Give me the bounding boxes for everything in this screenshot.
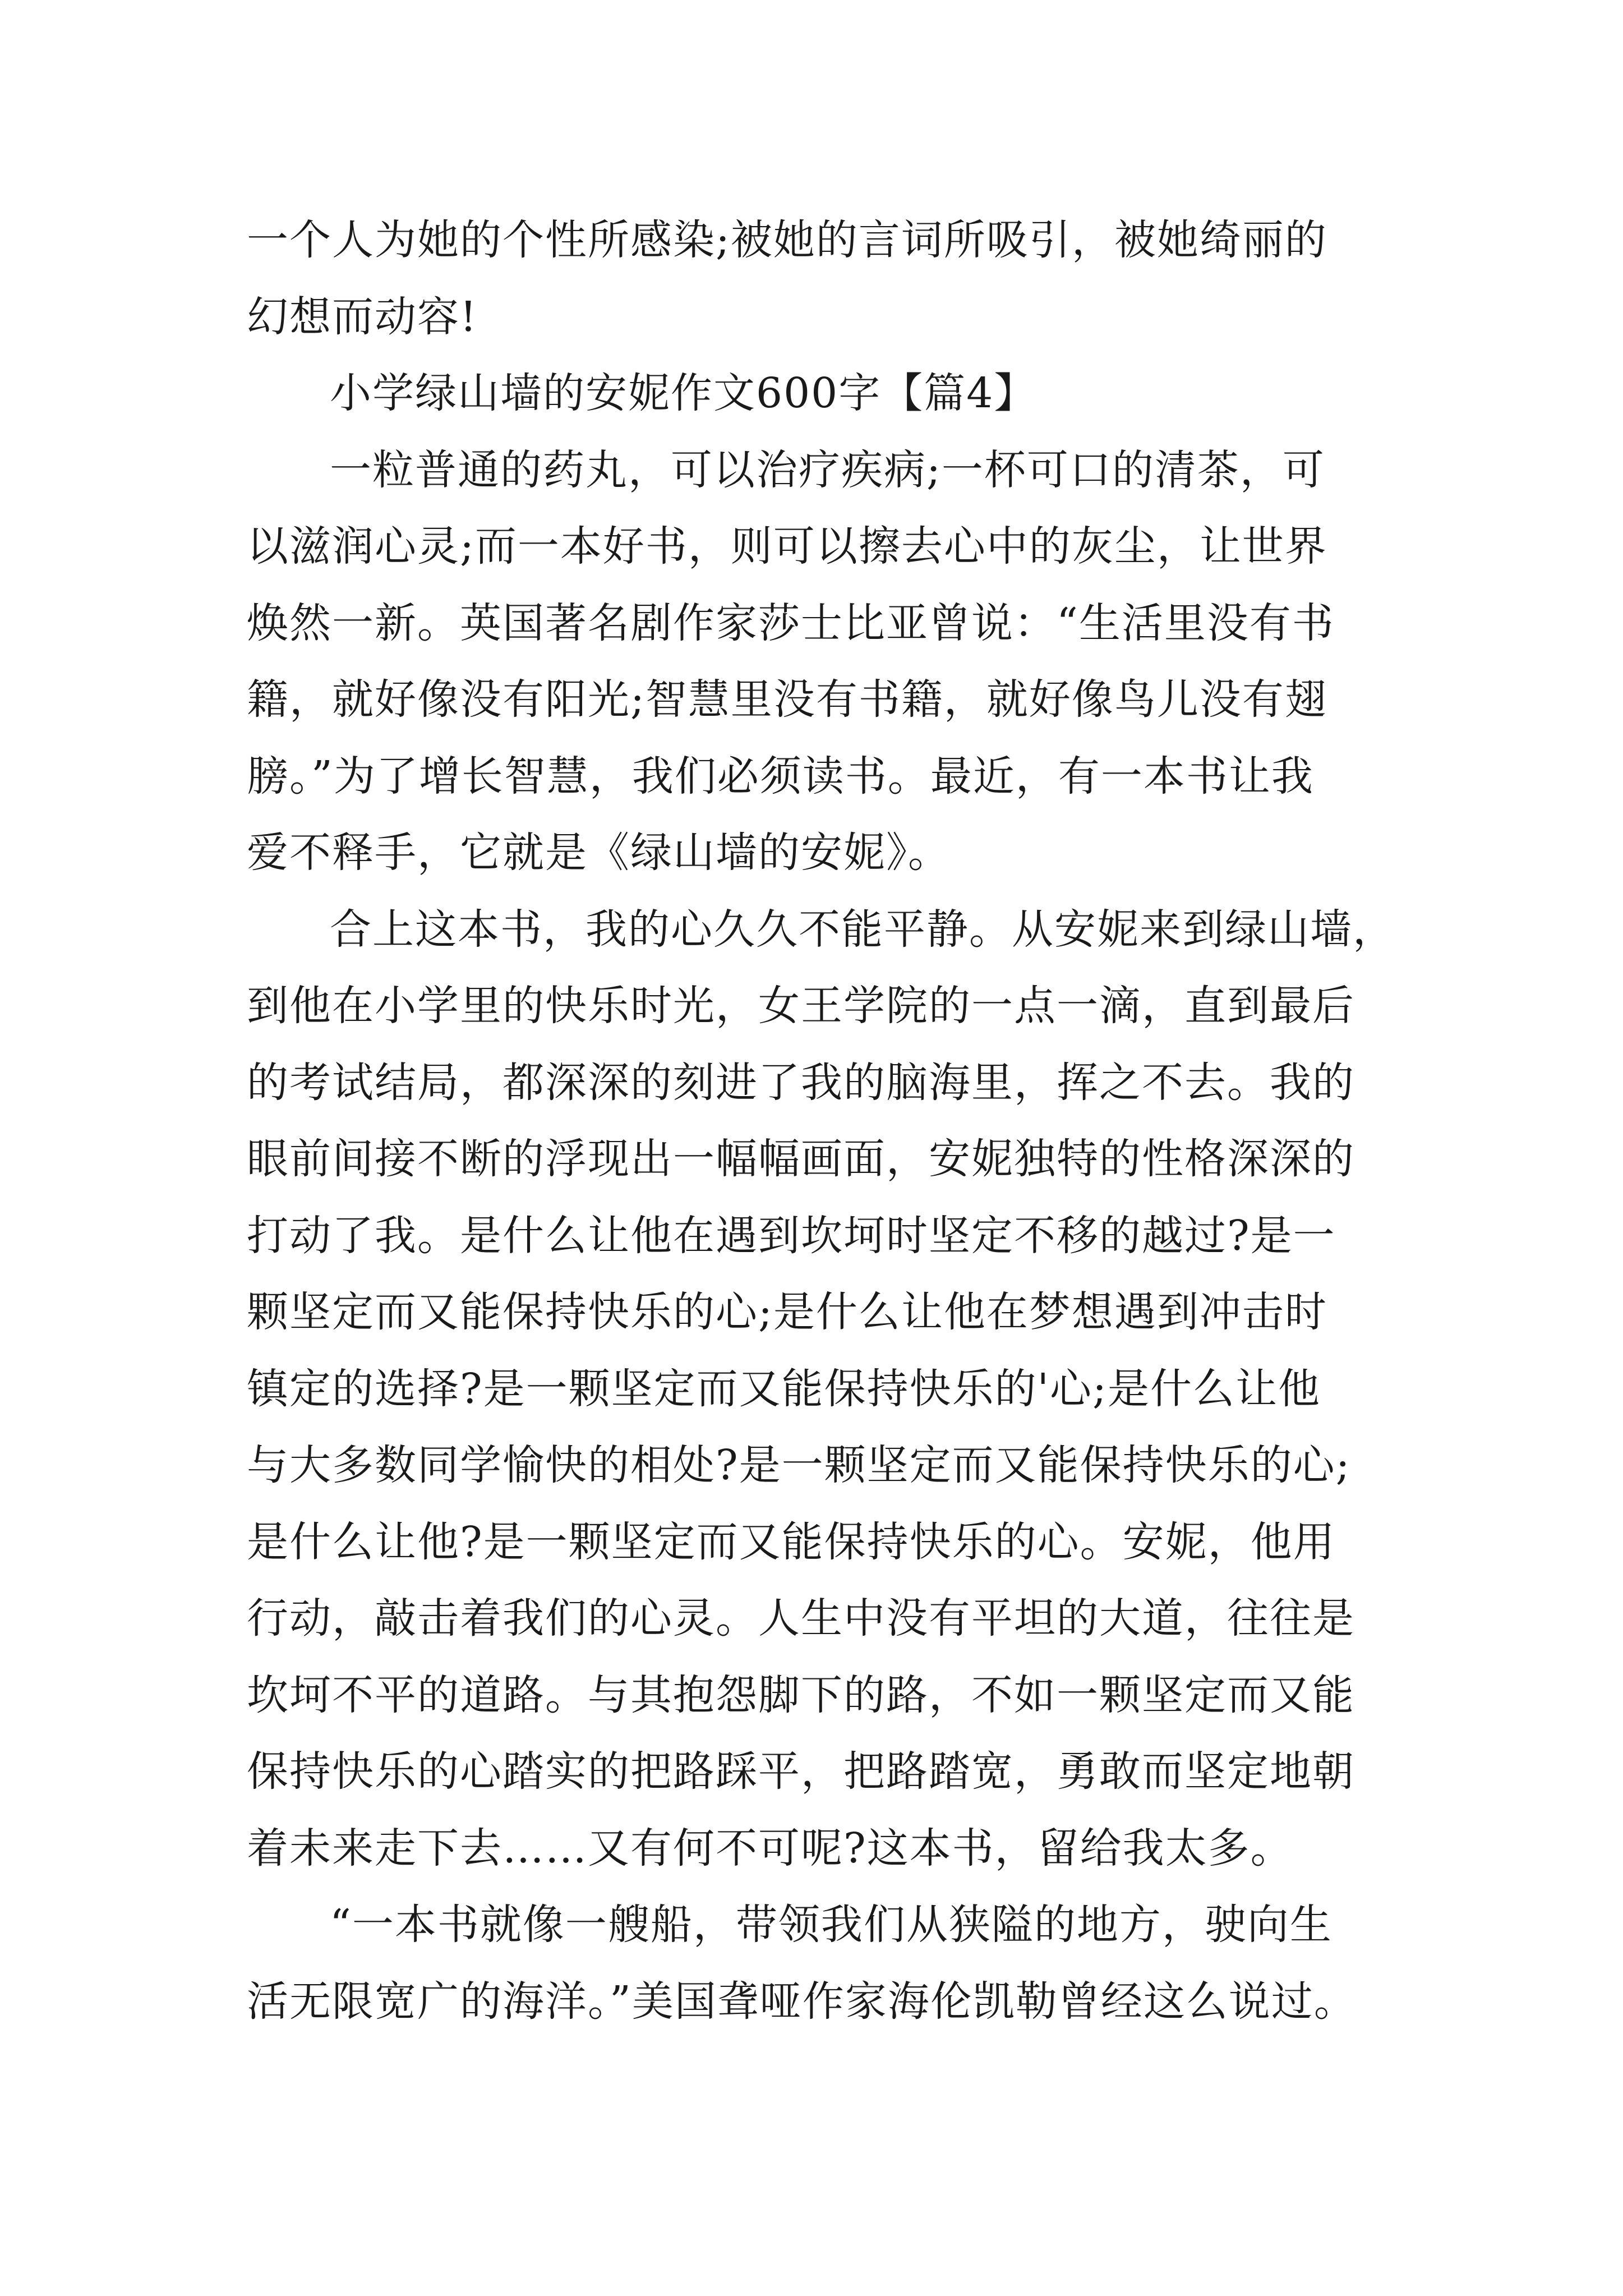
text-line: 焕然一新。英国著名剧作家莎士比亚曾说：“生活里没有书 — [247, 599, 1335, 647]
text-line: 眼前间接不断的浮现出一幅幅画面，安妮独特的性格深深的 — [247, 1135, 1355, 1183]
text-line: 爱不释手，它就是《绿山墙的安妮》。 — [247, 829, 951, 877]
text-line: 是什么让他?是一颗坚定而又能保持快乐的心。安妮，他用 — [247, 1517, 1336, 1566]
text-line: 的考试结局，都深深的刻进了我的脑海里，挥之不去。我的 — [247, 1058, 1355, 1107]
section-heading — [247, 355, 1447, 432]
paragraph — [247, 891, 1447, 1887]
text-line: 幻想而动容! — [247, 292, 478, 341]
text-line: 坎坷不平的道路。与其抱怨脚下的路，不如一颗坚定而又能 — [247, 1671, 1355, 1719]
text-line: 一个人为她的个性所感染;被她的言词所吸引，被她绮丽的 — [247, 216, 1327, 264]
text-line: 以滋润心灵;而一本好书，则可以擦去心中的灰尘，让世界 — [247, 522, 1327, 570]
text-line: 颗坚定而又能保持快乐的心;是什么让他在梦想遇到冲击时 — [247, 1288, 1327, 1336]
text-line: 一粒普通的药丸，可以治疗疾病;一杯可口的清茶，可 — [330, 445, 1325, 494]
text-line: 活无限宽广的海洋。”美国聋哑作家海伦凯勒曾经这么说过。 — [247, 1977, 1357, 2026]
text-line: 打动了我。是什么让他在遇到坎坷时坚定不移的越过?是一 — [247, 1211, 1336, 1260]
text-line: 籍，就好像没有阳光;智慧里没有书籍，就好像鸟儿没有翅 — [247, 675, 1327, 724]
text-line: 与大多数同学愉快的相处?是一颗坚定而又能保持快乐的心; — [247, 1441, 1351, 1489]
text-line: 合上这本书，我的心久久不能平静。从安妮来到绿山墙， — [330, 905, 1395, 954]
text-line: “一本书就像一艘船，带领我们从狭隘的地方，驶向生 — [330, 1901, 1332, 1949]
paragraph — [247, 432, 1447, 891]
text-line: 到他在小学里的快乐时光，女王学院的一点一滴，直到最后 — [247, 982, 1355, 1030]
text-line: 镇定的选择?是一颗坚定而又能保持快乐的'心;是什么让他 — [247, 1364, 1321, 1413]
text-line: 膀。”为了增长智慧，我们必须读书。最近，有一本书让我 — [247, 752, 1314, 800]
text-line: 保持快乐的心踏实的把路踩平，把路踏宽，勇敢而坚定地朝 — [247, 1747, 1355, 1796]
text-line: 着未来走下去……又有何不可呢?这本书，留给我太多。 — [247, 1824, 1293, 1872]
text-line: 行动，敲击着我们的心灵。人生中没有平坦的大道，往往是 — [247, 1594, 1355, 1642]
text-line: 小学绿山墙的安妮作文600字【篇4】 — [330, 369, 1037, 417]
paragraph — [247, 202, 1447, 355]
paragraph — [247, 1887, 1447, 2040]
document-body — [247, 202, 1447, 2040]
